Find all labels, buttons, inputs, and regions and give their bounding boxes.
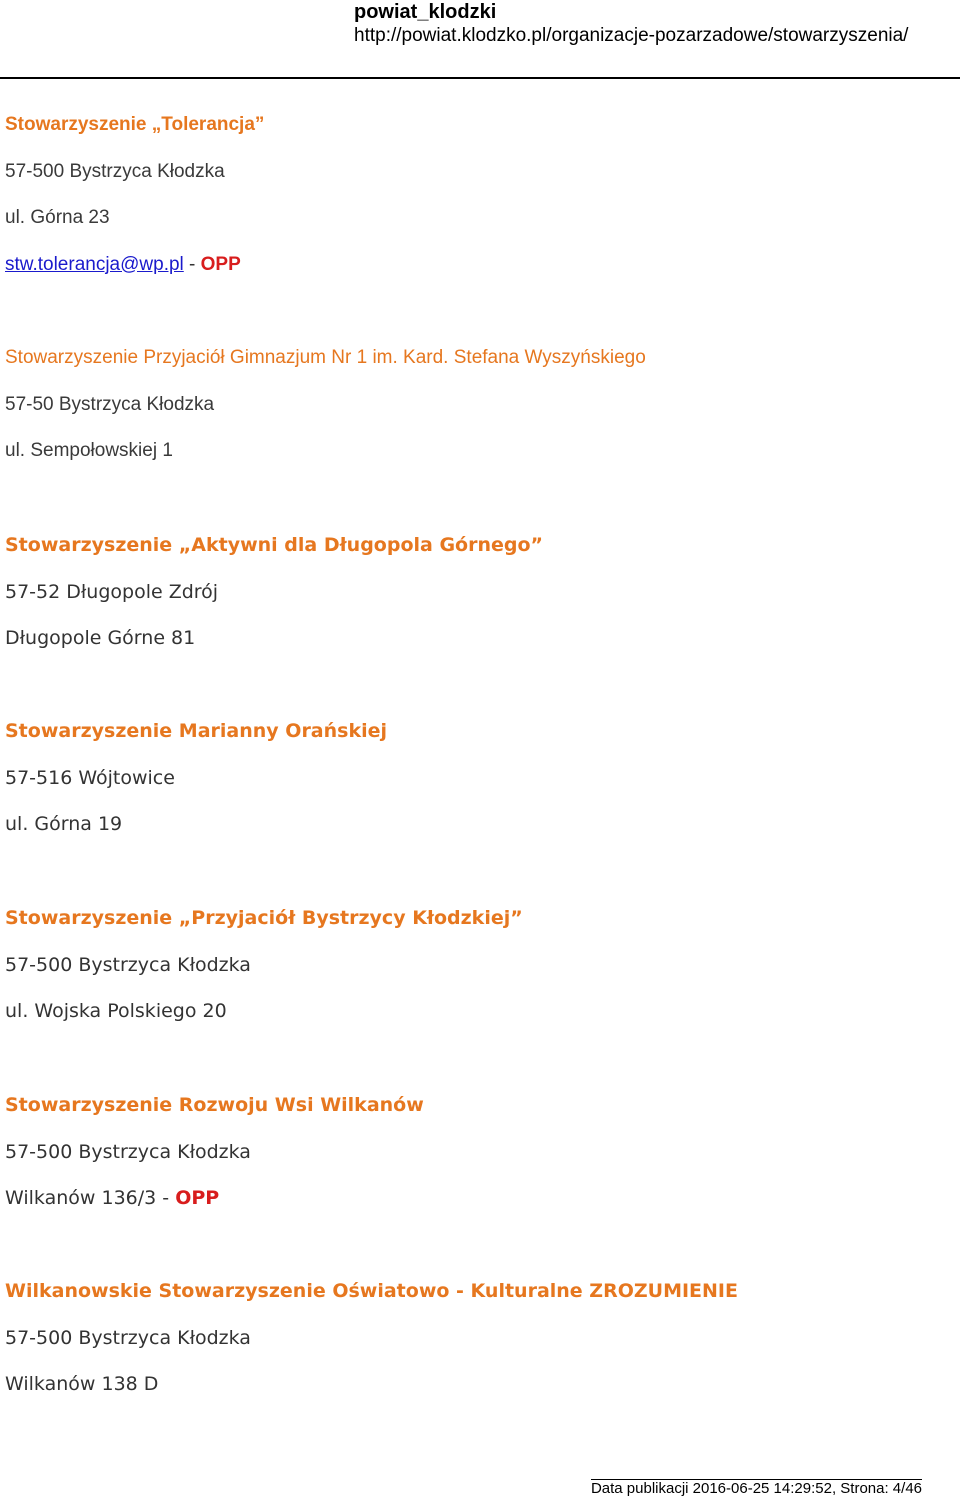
org-entry xyxy=(5,1093,424,1233)
org-name: Stowarzyszenie „Przyjaciół Bystrzycy Kłodzkiej” xyxy=(5,907,523,929)
org-address: Wilkanów 136/3 xyxy=(5,1187,157,1209)
org-address: Wilkanów 138 D xyxy=(5,1373,159,1395)
org-entry xyxy=(5,346,646,486)
separator: - xyxy=(183,253,201,275)
org-name: Stowarzyszenie Przyjaciół Gimnazjum Nr 1 im. Kard. Stefana Wyszyńskiego xyxy=(5,347,646,368)
org-postal: 57-500 Bystrzyca Kłodzka xyxy=(5,160,225,182)
org-name: Stowarzyszenie „Tolerancja” xyxy=(5,114,265,135)
org-postal: 57-500 Bystrzyca Kłodzka xyxy=(5,1326,251,1349)
org-name: Stowarzyszenie „Aktywni dla Długopola Górnego” xyxy=(5,534,544,556)
org-postal: 57-50 Bystrzyca Kłodzka xyxy=(5,393,215,415)
org-name: Stowarzyszenie Marianny Orańskiej xyxy=(5,720,388,742)
org-address: ul. Wojska Polskiego 20 xyxy=(5,1000,227,1022)
opp-badge: OPP xyxy=(175,1187,220,1209)
footer-publication-info: Data publikacji 2016-06-25 14:29:52, Strona: 4/46 xyxy=(590,1480,922,1497)
org-postal: 57-500 Bystrzyca Kłodzka xyxy=(5,953,251,976)
header-divider xyxy=(0,77,960,79)
opp-badge: OPP xyxy=(200,253,241,275)
header-title: powiat_klodzki xyxy=(354,1,497,23)
org-entry xyxy=(5,533,543,673)
org-address: ul. Górna 19 xyxy=(5,813,123,835)
header-url: http://powiat.klodzko.pl/organizacje-pozarzadowe/stowarzyszenia/ xyxy=(354,25,909,46)
org-entry xyxy=(5,113,264,299)
separator: - xyxy=(156,1187,176,1209)
org-postal: 57-500 Bystrzyca Kłodzka xyxy=(5,1140,251,1163)
document-header xyxy=(354,0,954,48)
email-link[interactable]: stw.tolerancja@wp.pl xyxy=(5,253,184,275)
org-name: Wilkanowskie Stowarzyszenie Oświatowo - Kulturalne ZROZUMIENIE xyxy=(5,1280,738,1302)
org-address: ul. Sempołowskiej 1 xyxy=(5,440,173,461)
org-postal: 57-516 Wójtowice xyxy=(5,766,175,789)
org-address: ul. Górna 23 xyxy=(5,207,110,228)
org-postal: 57-52 Długopole Zdrój xyxy=(5,580,219,603)
org-name: Stowarzyszenie Rozwoju Wsi Wilkanów xyxy=(5,1094,424,1116)
org-address-line xyxy=(5,1186,424,1233)
org-entry xyxy=(5,1279,738,1419)
org-entry xyxy=(5,719,387,859)
org-contact-line xyxy=(5,253,264,300)
org-address: Długopole Górne 81 xyxy=(5,627,196,649)
org-entry xyxy=(5,906,523,1046)
